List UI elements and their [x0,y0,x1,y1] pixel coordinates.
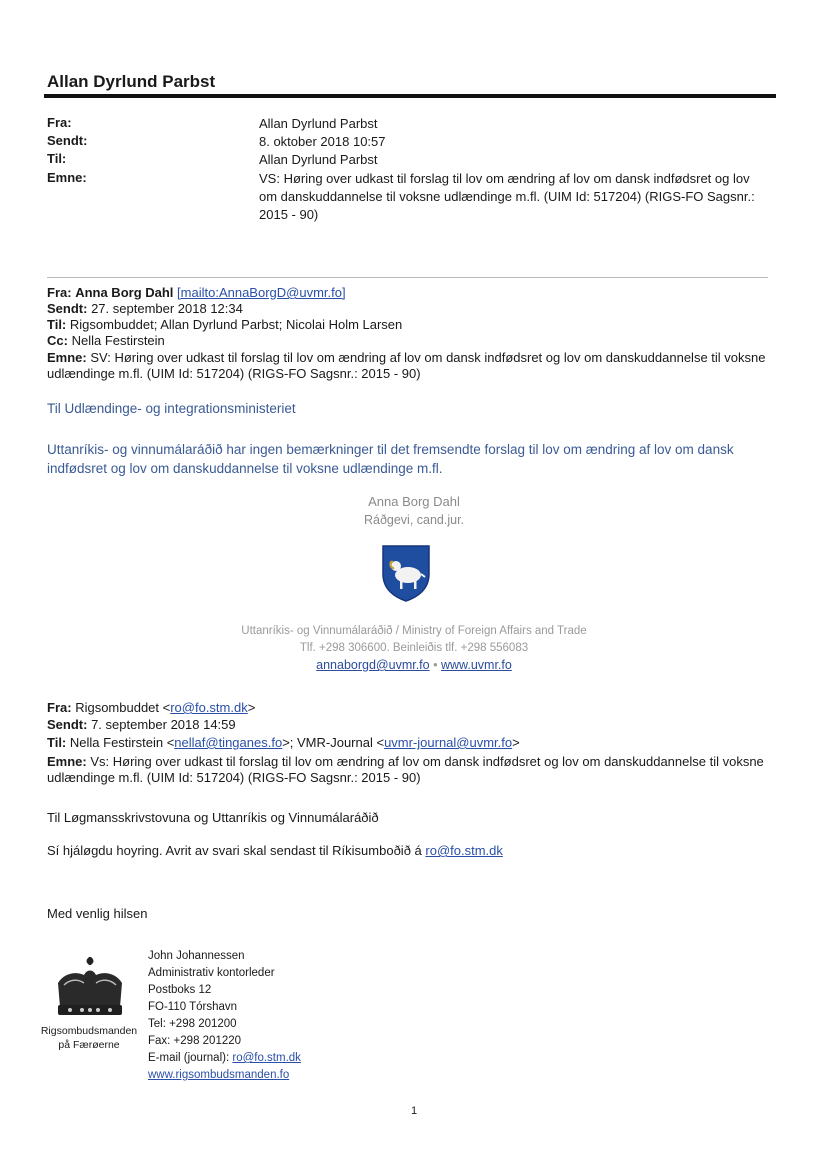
msg1-from-mail-link[interactable]: [mailto:AnnaBorgD@uvmr.fo] [177,285,346,300]
page-title: Allan Dyrlund Parbst [47,72,216,91]
msg2-subject-label: Emne: [47,754,87,769]
msg2-closing: Med venlig hilsen [47,906,148,921]
sig-web-link[interactable]: www.rigsombudsmanden.fo [148,1069,290,1081]
msg2-from-mail-link[interactable]: ro@fo.stm.dk [170,700,248,715]
sig-line-fax: Fax: +298 201220 [148,1035,242,1047]
sig-email-label: E-mail (journal): [148,1052,233,1064]
msg1-cc-line [47,333,777,349]
page-number: 1 [410,1105,418,1117]
msg1-footer-sep: • [433,658,438,672]
header-to-value: Allan Dyrlund Parbst [259,152,378,167]
msg1-cc-value: Nella Festirstein [71,333,165,348]
message-divider [47,277,768,278]
msg1-footer-tel: Tlf. +298 306600. Beinleiðis tlf. +298 556083 [299,642,529,654]
msg1-from-line [47,285,777,301]
msg1-sent-value: 27. september 2018 12:34 [91,301,243,316]
sig-line-name: John Johannessen [148,950,245,962]
msg2-from-line [47,700,777,716]
msg1-footer-org: Uttanríkis- og Vinnumálaráðið / Ministry of Foreign Affairs and Trade [241,625,587,637]
msg1-subject-label: Emne: [47,350,87,365]
header-sent-label: Sendt: [47,133,88,148]
msg2-subject-value: Vs: Høring over udkast til forslag til lov om ændring af lov om dansk indfødsret og lov om danskuddannelse til voksne udlændinge m.fl. (UIM Id: 517204) (RIGS-FO Sagsnr.: 2015 - 90) [47,754,764,785]
sig-line-title: Administrativ kontorleder [148,967,275,979]
msg2-line1: Til Løgmansskrivstovuna og Uttanríkis og Vinnumálaráðið [47,810,379,825]
seal-caption-line2: på Færøerne [58,1039,120,1051]
header-from-label: Fra: [47,115,72,130]
msg2-line2-mail-link[interactable]: ro@fo.stm.dk [425,843,503,858]
msg1-footer-mail-link[interactable]: annaborgd@uvmr.fo [316,658,430,672]
msg2-to-label: Til: [47,735,67,750]
msg1-sent-label: Sendt: [47,301,88,316]
sig-line-email [148,1050,301,1067]
msg2-to-mail-b-link[interactable]: uvmr-journal@uvmr.fo [384,735,513,750]
msg2-from-end: > [247,700,256,715]
msg2-to-mail-a-link[interactable]: nellaf@tinganes.fo [174,735,283,750]
msg1-to-value: Rigsombuddet; Allan Dyrlund Parbst; Nicolai Holm Larsen [69,317,403,332]
msg2-sent-label: Sendt: [47,717,88,732]
msg1-subject-line [47,350,777,382]
header-from-value: Allan Dyrlund Parbst [259,116,378,131]
msg2-line2 [47,843,777,859]
msg1-to-line [47,317,777,333]
msg1-sent-line [47,301,777,317]
msg1-cc-label: Cc: [47,333,68,348]
msg1-to-label: Til: [47,317,67,332]
msg1-from-name: Anna Borg Dahl [75,285,174,300]
header-subject-value: VS: Høring over udkast til forslag til lov om ændring af lov om dansk indfødsret og lov om danskuddannelse til voksne udlændinge m.fl. (UIM Id: 517204) (RIGS-FO Sagsnr.: 2015 - 90) [259,171,755,222]
sig-line-web [148,1067,289,1084]
sig-line-city: FO-110 Tórshavn [148,1001,238,1013]
msg2-from-label: Fra: [47,700,72,715]
crown-seal-icon [50,955,130,1023]
msg1-salutation: Til Udlændinge- og integrationsministeriet [47,401,296,416]
msg1-from-label: Fra: [47,285,72,300]
msg1-footer-web-link[interactable]: www.uvmr.fo [440,658,512,672]
sig-line-postbox: Postboks 12 [148,984,212,996]
header-sent-value: 8. oktober 2018 10:57 [259,134,386,149]
msg2-to-end: > [512,735,520,750]
msg2-sent-value: 7. september 2018 14:59 [91,717,236,732]
seal-caption-line1: Rigsombudsmanden [40,1025,138,1037]
msg1-body: Uttanríkis- og vinnumálaráðið har ingen bemærkninger til det fremsendte forslag til lov om ændring af lov om dansk indfødsret og lov om danskuddannelse til voksne udlændinge m.fl. [47,442,734,476]
ram-coat-of-arms-icon [381,544,431,602]
header-rule [44,94,776,98]
msg2-to-name-b: >; VMR-Journal < [282,735,385,750]
sig-line-tel: Tel: +298 201200 [148,1018,237,1030]
msg2-sent-line [47,717,777,733]
msg2-from-name: Rigsombuddet < [75,700,171,715]
msg2-subject-line [47,754,777,786]
header-to-label: Til: [47,151,67,166]
msg2-line2-text: Sí hjáløgdu hoyring. Avrit av svari skal sendast til Ríkisumboðið á [47,843,426,858]
sig-email-link[interactable]: ro@fo.stm.dk [232,1052,301,1064]
msg1-footer-links [0,658,828,672]
header-subject-label: Emne: [47,170,87,185]
msg2-to-line [47,735,777,751]
msg1-sig-name: Anna Borg Dahl [368,494,460,509]
msg2-to-name-a: Nella Festirstein < [69,735,175,750]
msg1-sig-title: Ráðgevi, cand.jur. [363,513,465,527]
msg1-subject-value: SV: Høring over udkast til forslag til lov om ændring af lov om dansk indfødsret og lov om danskuddannelse til voksne udlændinge m.fl. (UIM Id: 517204) (RIGS-FO Sagsnr.: 2015 - 90) [47,350,766,381]
